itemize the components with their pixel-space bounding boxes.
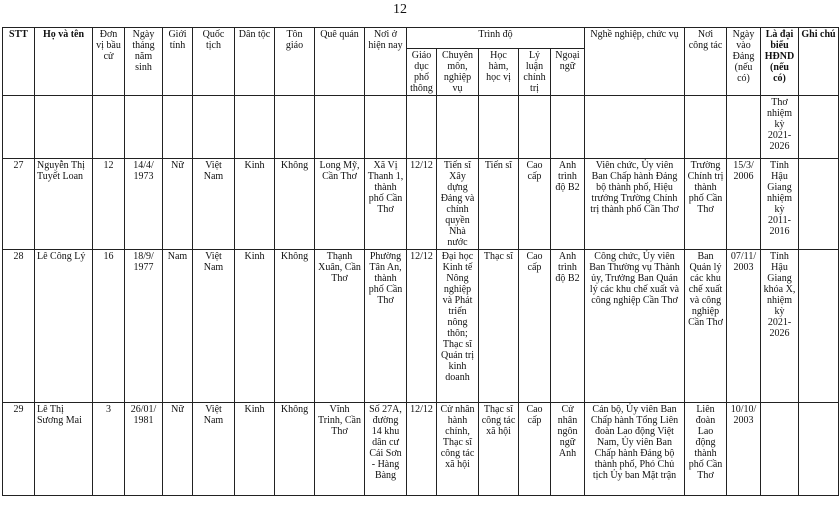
cell-stt: 28: [3, 250, 35, 403]
header-ethnicity: Dân tộc: [235, 28, 275, 96]
cell-general-edu: 12/12: [407, 159, 437, 250]
continuation-row: [3, 96, 839, 159]
cell-language: Anh trình độ B2: [551, 250, 585, 403]
header-row-1: [3, 28, 839, 49]
cell-residence: Xã Vị Thanh 1, thành phố Cần Thơ: [365, 159, 407, 250]
header-gender: Giới tính: [163, 28, 193, 96]
table-row: [3, 403, 839, 496]
table-row: [3, 159, 839, 250]
cell-language: Anh trình độ B2: [551, 159, 585, 250]
cell-academic: Tiến sĩ: [479, 159, 519, 250]
cell-specialty: Tiến sĩ Xây dựng Đảng và chính quyền Nhà nước: [437, 159, 479, 250]
header-party-date: Ngày vào Đảng (nếu có): [727, 28, 761, 96]
header-dob: Ngày tháng năm sinh: [125, 28, 163, 96]
table-row: [3, 250, 839, 403]
cell-unit: 16: [93, 250, 125, 403]
cell-general-edu: 12/12: [407, 250, 437, 403]
header-unit: Đơn vị bầu cử: [93, 28, 125, 96]
header-workplace: Nơi công tác: [685, 28, 727, 96]
header-note: Ghi chú: [799, 28, 839, 96]
header-political: Lý luận chính trị: [519, 49, 551, 96]
cell-political: Cao cấp: [519, 403, 551, 496]
header-religion: Tôn giáo: [275, 28, 315, 96]
cell-ethnicity: Kinh: [235, 250, 275, 403]
header-occupation: Nghề nghiệp, chức vụ: [585, 28, 685, 96]
cell-academic: Thạc sĩ: [479, 250, 519, 403]
cell-residence: Phường Tân An, thành phố Cần Thơ: [365, 250, 407, 403]
header-general-edu: Giáo dục phổ thông: [407, 49, 437, 96]
cell-occupation: Công chức, Ủy viên Ban Thường vụ Thành ủy, Trưởng Ban Quản lý các khu chế xuất và công nghiệp Cần Thơ: [585, 250, 685, 403]
header-nationality: Quốc tịch: [193, 28, 235, 96]
cell-general-edu: 12/12: [407, 403, 437, 496]
header-academic: Học hàm, học vị: [479, 49, 519, 96]
cell-religion: Không: [275, 403, 315, 496]
delegate-table: [2, 27, 839, 496]
cell-name: Lê Công Lý: [35, 250, 93, 403]
cell-gender: Nam: [163, 250, 193, 403]
header-stt: STT: [3, 28, 35, 96]
cell-academic: Thạc sĩ công tác xã hội: [479, 403, 519, 496]
cell-unit: 3: [93, 403, 125, 496]
cell-hometown: Thạnh Xuân, Cần Thơ: [315, 250, 365, 403]
header-name: Họ và tên: [35, 28, 93, 96]
cell-workplace: Liên đoàn Lao động thành phố Cần Thơ: [685, 403, 727, 496]
cell-name: Nguyễn Thị Tuyết Loan: [35, 159, 93, 250]
cell-party-date: 07/11/ 2003: [727, 250, 761, 403]
cell-specialty: Đại học Kinh tế Nông nghiệp và Phát triển nông thôn; Thạc sĩ Quản trị kinh doanh: [437, 250, 479, 403]
cell-hometown: Long Mỹ, Cần Thơ: [315, 159, 365, 250]
cell-dob: 26/01/ 1981: [125, 403, 163, 496]
cell-note: [799, 250, 839, 403]
cell-hometown: Vĩnh Trinh, Cần Thơ: [315, 403, 365, 496]
cell-nationality: Việt Nam: [193, 159, 235, 250]
cell-nationality: Việt Nam: [193, 250, 235, 403]
header-language: Ngoại ngữ: [551, 49, 585, 96]
cell-residence: Số 27A, đường 14 khu dân cư Cái Sơn - Hàng Bàng: [365, 403, 407, 496]
cell-note: [799, 403, 839, 496]
cell-specialty: Cử nhân hành chính, Thạc sĩ công tác xã hội: [437, 403, 479, 496]
cell-hdnd: Tỉnh Hậu Giang khóa X, nhiệm kỳ 2021- 2026: [761, 250, 799, 403]
continuation-hdnd: Thơ nhiệm kỳ 2021-2026: [761, 96, 799, 159]
cell-workplace: Ban Quản lý các khu chế xuất và công nghiệp Cần Thơ: [685, 250, 727, 403]
cell-occupation: Viên chức, Ủy viên Ban Chấp hành Đảng bộ thành phố, Hiệu trưởng Trường Chính trị thành phố Cần Thơ: [585, 159, 685, 250]
cell-gender: Nữ: [163, 403, 193, 496]
cell-religion: Không: [275, 159, 315, 250]
cell-stt: 27: [3, 159, 35, 250]
cell-political: Cao cấp: [519, 159, 551, 250]
cell-note: [799, 159, 839, 250]
cell-name: Lê Thị Sương Mai: [35, 403, 93, 496]
cell-religion: Không: [275, 250, 315, 403]
cell-party-date: 10/10/ 2003: [727, 403, 761, 496]
cell-ethnicity: Kinh: [235, 403, 275, 496]
cell-hdnd: Tỉnh Hậu Giang nhiệm kỳ 2011- 2016: [761, 159, 799, 250]
header-education-group: Trình độ: [407, 28, 585, 49]
cell-occupation: Cán bộ, Ủy viên Ban Chấp hành Tổng Liên đoàn Lao động Việt Nam, Ủy viên Ban Chấp hành Đảng bộ thành phố, Phó Chủ tịch Ủy ban Mặt trận: [585, 403, 685, 496]
header-residence: Nơi ở hiện nay: [365, 28, 407, 96]
cell-gender: Nữ: [163, 159, 193, 250]
header-hometown: Quê quán: [315, 28, 365, 96]
cell-language: Cử nhân ngôn ngữ Anh: [551, 403, 585, 496]
cell-nationality: Việt Nam: [193, 403, 235, 496]
header-specialty: Chuyên môn, nghiệp vụ: [437, 49, 479, 96]
cell-dob: 14/4/ 1973: [125, 159, 163, 250]
cell-workplace: Trường Chính trị thành phố Cần Thơ: [685, 159, 727, 250]
cell-party-date: 15/3/ 2006: [727, 159, 761, 250]
cell-political: Cao cấp: [519, 250, 551, 403]
header-hdnd: Là đại biểu HĐND (nếu có): [761, 28, 799, 96]
cell-dob: 18/9/ 1977: [125, 250, 163, 403]
cell-ethnicity: Kinh: [235, 159, 275, 250]
cell-stt: 29: [3, 403, 35, 496]
cell-unit: 12: [93, 159, 125, 250]
page-number: 12: [393, 2, 407, 17]
cell-hdnd: [761, 403, 799, 496]
